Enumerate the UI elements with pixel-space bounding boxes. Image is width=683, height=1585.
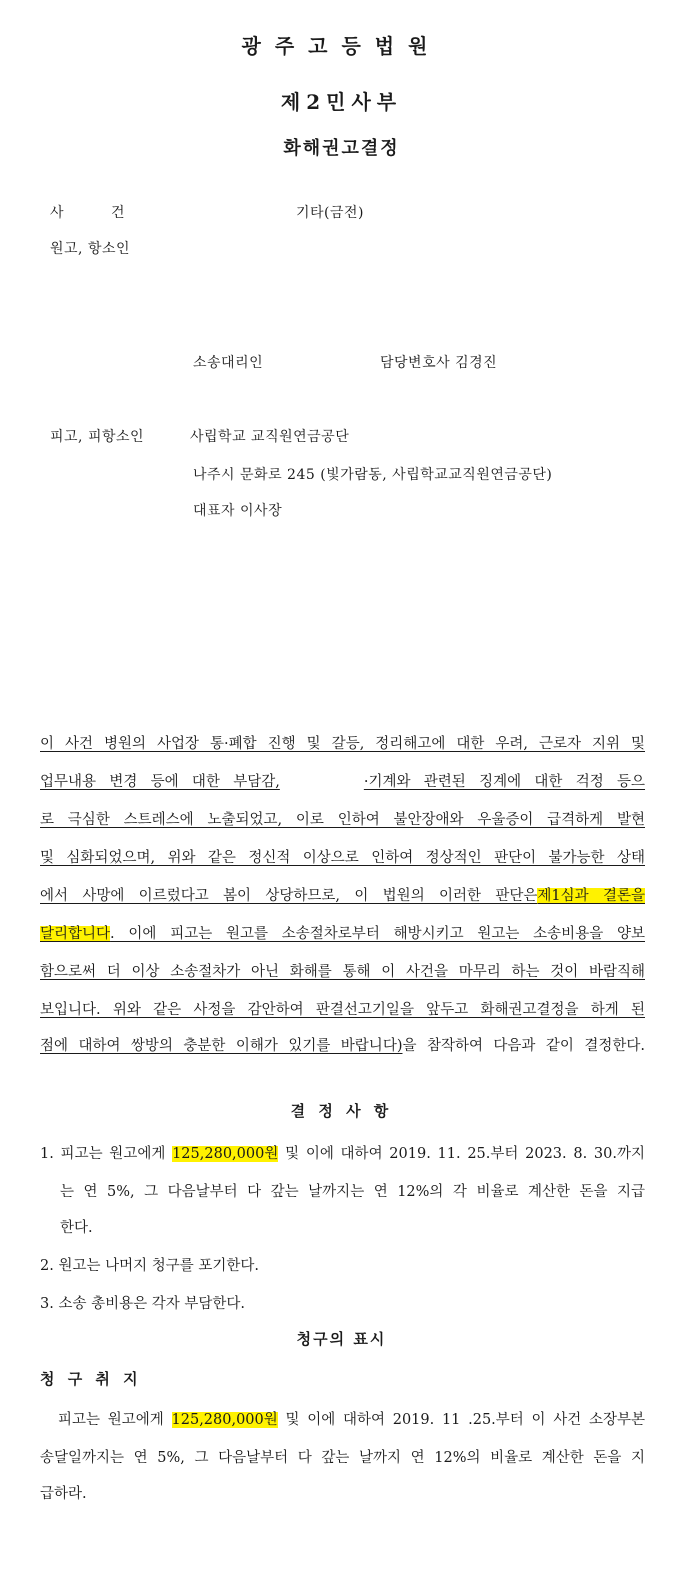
reasoning-text: . 이에 피고는 원고를 소송절차로부터 해방시키고 원고는 소송비용을 양보: [110, 926, 645, 942]
reasoning-text: 을 참작하여 다음과 같이 결정한다.: [402, 1038, 645, 1054]
defendant-name: 사립학교 교직원연금공단: [190, 429, 350, 445]
claim-title: 청구의 표시: [296, 1330, 387, 1348]
reasoning-line-9: [40, 1034, 645, 1055]
claim-text: 및 이에 대하여 2019. 11 .25.부터 이 사건 소장부본: [285, 1412, 646, 1428]
case-label: 사 건: [50, 205, 125, 221]
claim-subtitle: 청 구 취 지: [40, 1370, 142, 1388]
reasoning-line-3: 로 극심한 스트레스에 노출되었고, 이로 인하여 불안장애와 우울증이 급격하게 발현: [40, 812, 645, 828]
reasoning-line-1: 이 사건 병원의 사업장 통·폐합 진행 및 갈등, 정리해고에 대한 우려, 근로자 지위 및: [40, 736, 645, 752]
claim-line-2: 송달일까지는 연 5%, 그 다음날부터 다 갚는 날까지 연 12%의 비율로 계산한 돈을 지: [40, 1450, 645, 1466]
court-name: 광주고등법원: [241, 34, 442, 58]
defendant-representative: 대표자 이사장: [193, 503, 283, 519]
agent-value: 담당변호사 김경진: [380, 355, 498, 371]
reasoning-text: 업무내용 변경 등에 대한 부담감,: [40, 774, 280, 790]
item-text: 1. 피고는 원고에게: [40, 1146, 166, 1162]
case-value: 기타(금전): [296, 205, 365, 221]
defendant-label: 피고, 피항소인: [50, 429, 145, 445]
decision-item-2: 2. 원고는 나머지 청구를 포기한다.: [40, 1258, 259, 1274]
reasoning-text: 점에 대하여 쌍방의 충분한 이해가 있기를 바랍니다): [40, 1038, 403, 1054]
claim-text: 피고는 원고에게: [58, 1412, 164, 1428]
decision-item-1-line-3: 한다.: [60, 1220, 93, 1236]
claim-line-3: 급하라.: [40, 1486, 87, 1502]
highlighted-text: 달리합니다: [40, 926, 111, 942]
reasoning-line-6: [40, 922, 645, 943]
claim-line-1: [58, 1408, 645, 1429]
decision-item-1-line-1: [40, 1142, 645, 1163]
item-text: 및 이에 대하여 2019. 11. 25.부터 2023. 8. 30.까지: [285, 1146, 646, 1162]
reasoning-line-8: 보입니다. 위와 같은 사정을 감안하여 판결선고기일을 앞두고 화해권고결정을 하게 된: [40, 1002, 645, 1018]
decision-title: 결 정 사 항: [290, 1102, 393, 1120]
division-name: 제2민사부: [280, 90, 403, 114]
reasoning-line-4: 및 심화되었으며, 위와 같은 정신적 이상으로 인하여 정상적인 판단이 불가능한 상태: [40, 850, 645, 866]
highlighted-text: 제1심과 결론을: [537, 888, 645, 904]
reasoning-text: 에서 사망에 이르렀다고 봄이 상당하므로, 이 법원의 이러한 판단은: [40, 888, 538, 904]
reasoning-line-5: [40, 884, 645, 905]
reasoning-line-2: [40, 770, 645, 791]
reasoning-line-7: 함으로써 더 이상 소송절차가 아닌 화해를 통해 이 사건을 마무리 하는 것이 바람직해: [40, 964, 645, 980]
amount-highlight: 125,280,000원: [172, 1146, 279, 1162]
reasoning-text: ·기계와 관련된 징계에 대한 걱정 등으: [363, 774, 646, 790]
decision-item-3: 3. 소송 총비용은 각자 부담한다.: [40, 1296, 245, 1312]
document-type: 화해권고결정: [283, 138, 400, 159]
amount-highlight: 125,280,000원: [171, 1412, 278, 1428]
agent-label: 소송대리인: [193, 355, 264, 371]
defendant-address: 나주시 문화로 245 (빛가람동, 사립학교교직원연금공단): [193, 467, 553, 483]
decision-item-1-line-2: 는 연 5%, 그 다음날부터 다 갚는 날까지는 연 12%의 각 비율로 계산한 돈을 지급: [60, 1184, 645, 1200]
plaintiff-label: 원고, 항소인: [50, 241, 131, 257]
